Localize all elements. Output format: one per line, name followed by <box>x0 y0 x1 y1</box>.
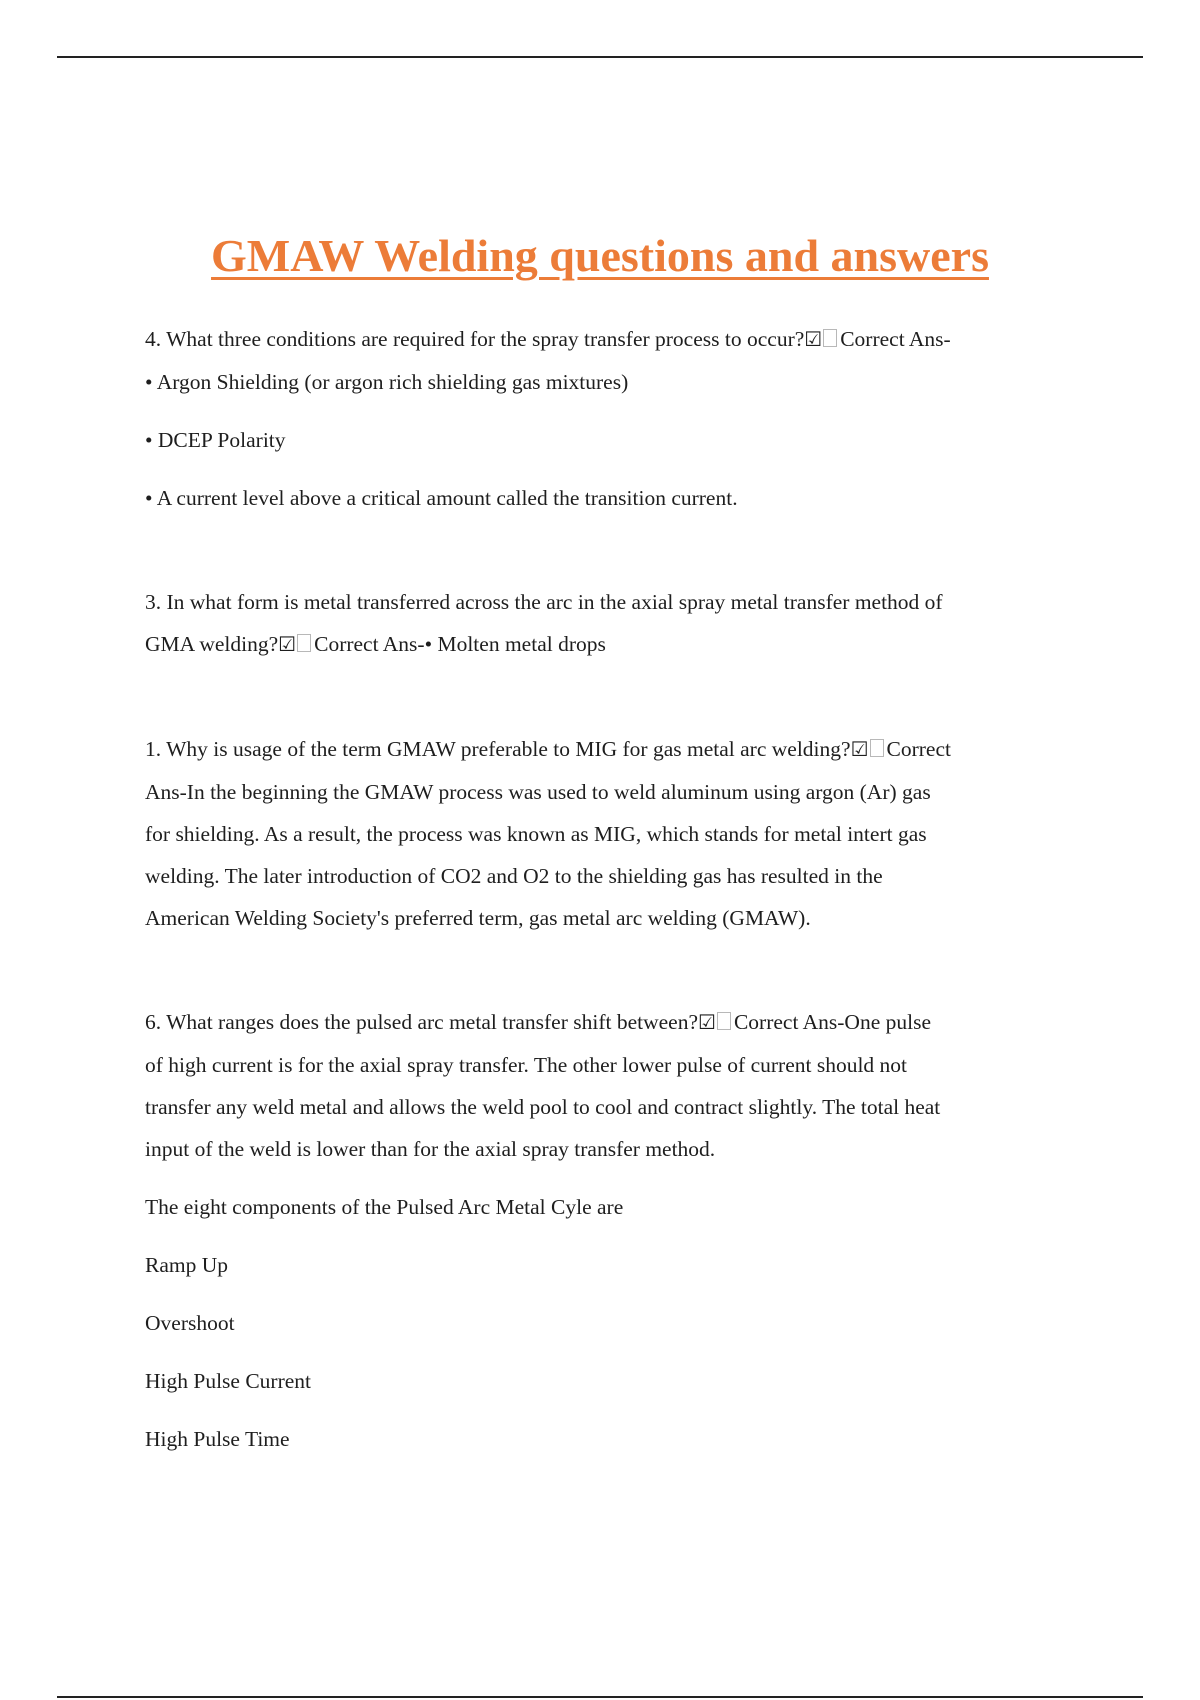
answer-bullet: • DCEP Polarity <box>145 428 286 452</box>
question-line <box>145 623 1065 666</box>
list-item: High Pulse Current <box>145 1369 312 1393</box>
checkbox-icon: ☑ <box>278 634 297 656</box>
list-item: High Pulse Time <box>145 1427 290 1451</box>
qa-block-4 <box>145 318 1065 403</box>
answer-line: welding. The later introduction of CO2 and O2 to the shielding gas has resulted in the <box>145 864 883 888</box>
question-line <box>145 728 1065 771</box>
question-line <box>145 1001 1065 1044</box>
empty-box-icon <box>870 739 884 757</box>
bottom-rule <box>57 1696 1143 1698</box>
question-text: 6. What ranges does the pulsed arc metal transfer shift between? <box>145 1010 699 1034</box>
answer-text: Correct Ans-One pulse <box>733 1010 932 1034</box>
answer-line: for shielding. As a result, the process was known as MIG, which stands for metal intert gas <box>145 822 927 846</box>
list-item: Overshoot <box>145 1311 235 1335</box>
answer-bullet: • A current level above a critical amount called the transition current. <box>145 486 738 510</box>
answer-text: Correct Ans-• Molten metal drops <box>314 632 606 656</box>
qa-block-6 <box>145 1001 1065 1170</box>
empty-box-icon <box>823 329 837 347</box>
checkbox-icon: ☑ <box>850 739 869 761</box>
answer-line: • Argon Shielding (or argon rich shielding gas mixtures) <box>145 370 629 394</box>
answer-label: Correct Ans- <box>840 327 951 351</box>
question-line <box>145 318 1065 361</box>
answer-line: of high current is for the axial spray transfer. The other lower pulse of current should not <box>145 1053 908 1077</box>
empty-box-icon <box>717 1012 731 1030</box>
qa-block-3 <box>145 581 1065 666</box>
answer-line: input of the weld is lower than for the axial spray transfer method. <box>145 1137 716 1161</box>
answer-label: Correct <box>886 737 951 761</box>
list-item: Ramp Up <box>145 1253 229 1277</box>
answer-line: Ans-In the beginning the GMAW process was used to weld aluminum using argon (Ar) gas <box>145 780 931 804</box>
empty-box-icon <box>297 634 311 652</box>
checkbox-icon: ☑ <box>804 329 823 351</box>
page-title: GMAW Welding questions and answers <box>211 229 989 281</box>
question-line: 3. In what form is metal transferred across the arc in the axial spray metal transfer method of <box>145 590 943 614</box>
paragraph: The eight components of the Pulsed Arc Metal Cyle are <box>145 1195 624 1219</box>
qa-block-1 <box>145 728 1065 939</box>
top-rule <box>57 56 1143 58</box>
question-text: 4. What three conditions are required for the spray transfer process to occur? <box>145 327 805 351</box>
question-text: GMA welding? <box>145 632 279 656</box>
question-text: 1. Why is usage of the term GMAW preferable to MIG for gas metal arc welding? <box>145 737 851 761</box>
answer-line: American Welding Society's preferred term, gas metal arc welding (GMAW). <box>145 906 811 930</box>
document-body <box>145 318 1065 1460</box>
answer-line: transfer any weld metal and allows the weld pool to cool and contract slightly. The total heat <box>145 1095 941 1119</box>
checkbox-icon: ☑ <box>698 1012 716 1034</box>
